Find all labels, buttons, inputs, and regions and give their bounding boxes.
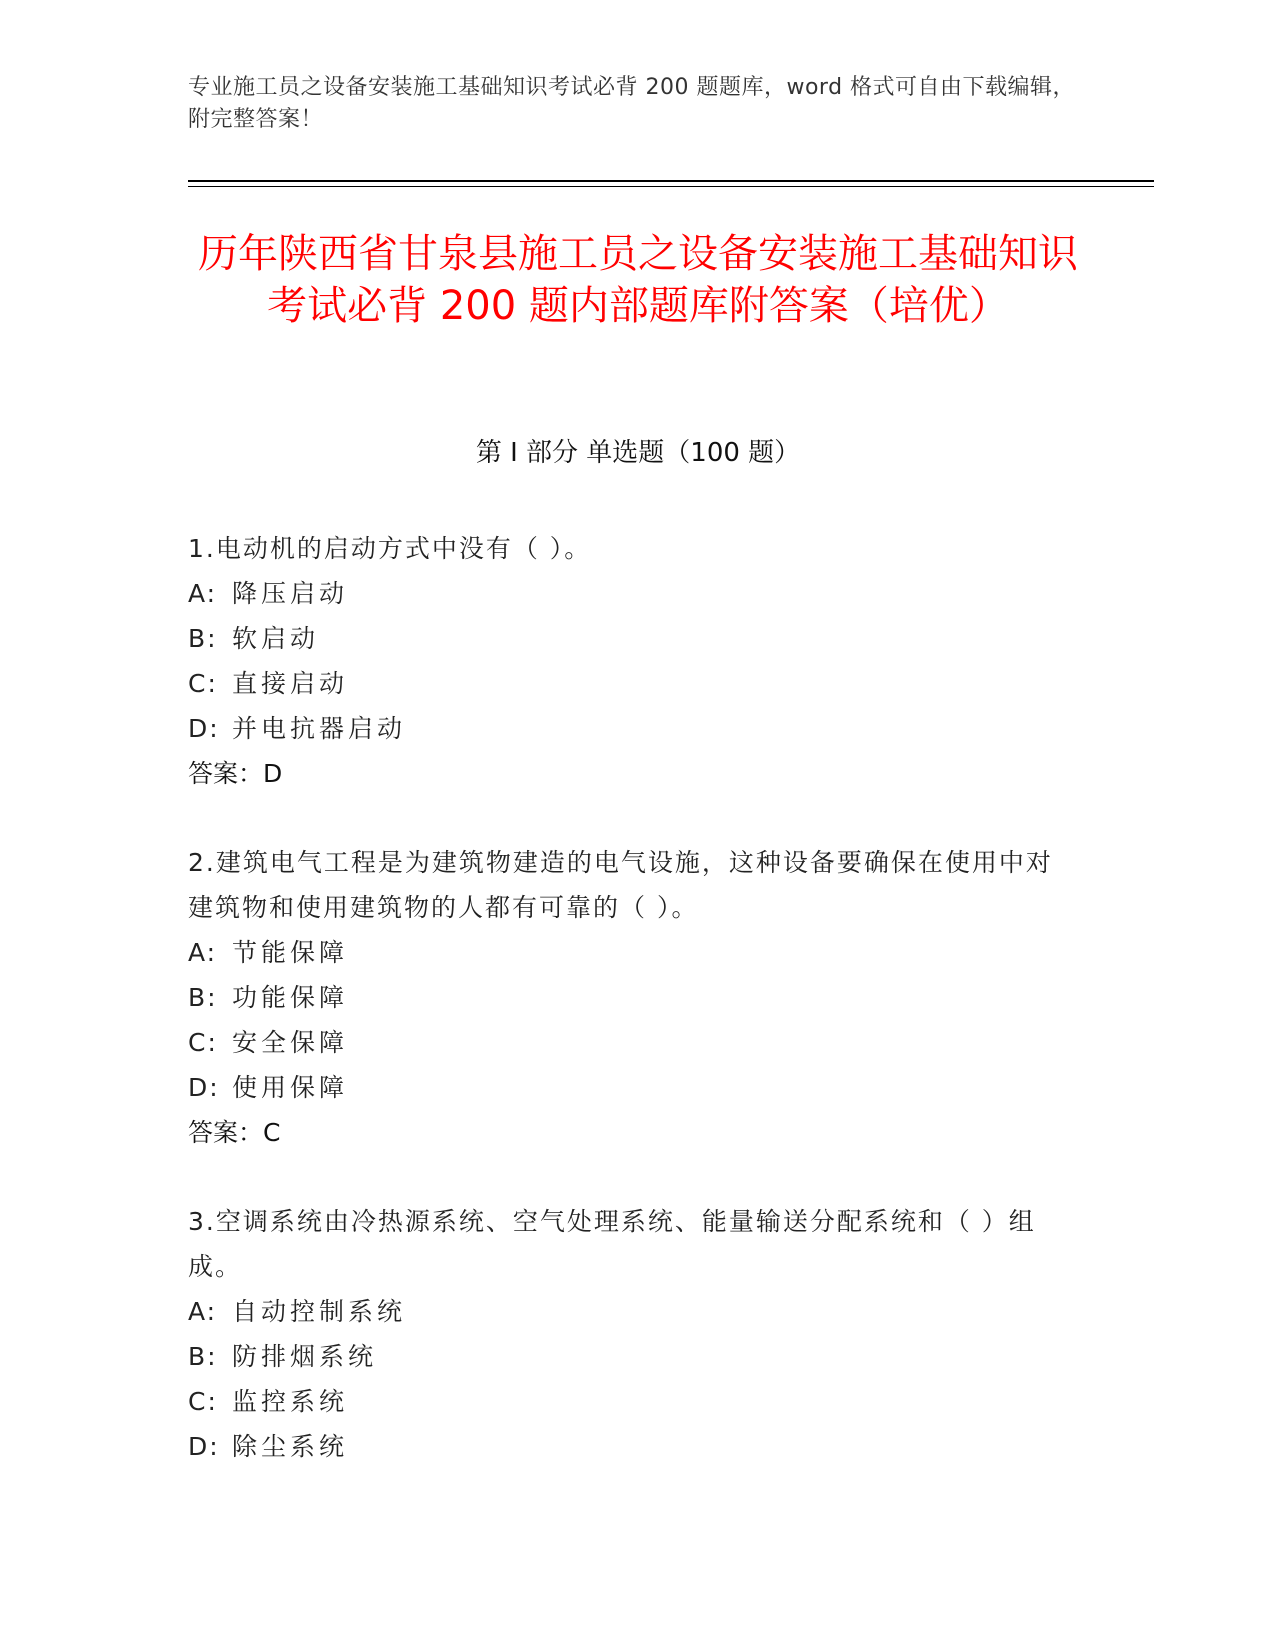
question-text: 2.建筑电气工程是为建筑物建造的电气设施，这种设备要确保在使用中对建筑物和使用建筑物的人都有可靠的（ ）。 (188, 848, 1053, 922)
option-letter: B: (188, 624, 218, 653)
option-c (188, 661, 1068, 706)
option-text: 软启动 (232, 624, 320, 653)
option-b (188, 975, 1068, 1020)
option-c (188, 1379, 1068, 1424)
document-title: 历年陕西省甘泉县施工员之设备安装施工基础知识考试必背 200 题内部题库附答案（培优） (198, 231, 1078, 329)
option-letter: C: (188, 1028, 218, 1057)
header-note: 专业施工员之设备安装施工基础知识考试必背 200 题题库，word 格式可自由下载编辑，附完整答案！ (188, 75, 1076, 132)
section-heading: 第 I 部分 单选题（100 题） (475, 438, 801, 468)
option-d (188, 1065, 1068, 1110)
option-c (188, 1020, 1068, 1065)
option-a (188, 930, 1068, 975)
option-b (188, 1334, 1068, 1379)
question-1 (188, 526, 1068, 796)
option-a (188, 571, 1068, 616)
option-text: 防排烟系统 (232, 1342, 378, 1371)
option-letter: B: (188, 1342, 218, 1371)
option-text: 监控系统 (232, 1387, 349, 1416)
header-rule-thick (188, 180, 1154, 182)
option-text: 使用保障 (232, 1073, 349, 1102)
option-letter: A: (188, 938, 218, 967)
option-text: 除尘系统 (232, 1432, 349, 1461)
option-b (188, 616, 1068, 661)
header-rule-thin (188, 186, 1154, 187)
option-letter: B: (188, 983, 218, 1012)
option-text: 并电抗器启动 (232, 714, 407, 743)
option-letter: C: (188, 669, 218, 698)
option-a (188, 1289, 1068, 1334)
option-text: 直接启动 (232, 669, 349, 698)
option-d (188, 1424, 1068, 1469)
option-text: 节能保障 (232, 938, 349, 967)
option-text: 安全保障 (232, 1028, 349, 1057)
option-d (188, 706, 1068, 751)
option-letter: D: (188, 1432, 220, 1461)
question-list (188, 526, 1068, 1513)
option-letter: D: (188, 1073, 220, 1102)
answer-line: 答案：C (188, 1118, 281, 1147)
option-text: 降压启动 (232, 579, 349, 608)
option-letter: A: (188, 579, 218, 608)
option-letter: D: (188, 714, 220, 743)
question-text: 1.电动机的启动方式中没有（ ）。 (188, 534, 592, 563)
question-text: 3.空调系统由冷热源系统、空气处理系统、能量输送分配系统和（ ）组成。 (188, 1207, 1036, 1281)
option-text: 功能保障 (232, 983, 349, 1012)
option-text: 自动控制系统 (232, 1297, 407, 1326)
question-3 (188, 1199, 1068, 1469)
question-2 (188, 840, 1068, 1155)
option-letter: A: (188, 1297, 218, 1326)
answer-line: 答案：D (188, 759, 283, 788)
option-letter: C: (188, 1387, 218, 1416)
